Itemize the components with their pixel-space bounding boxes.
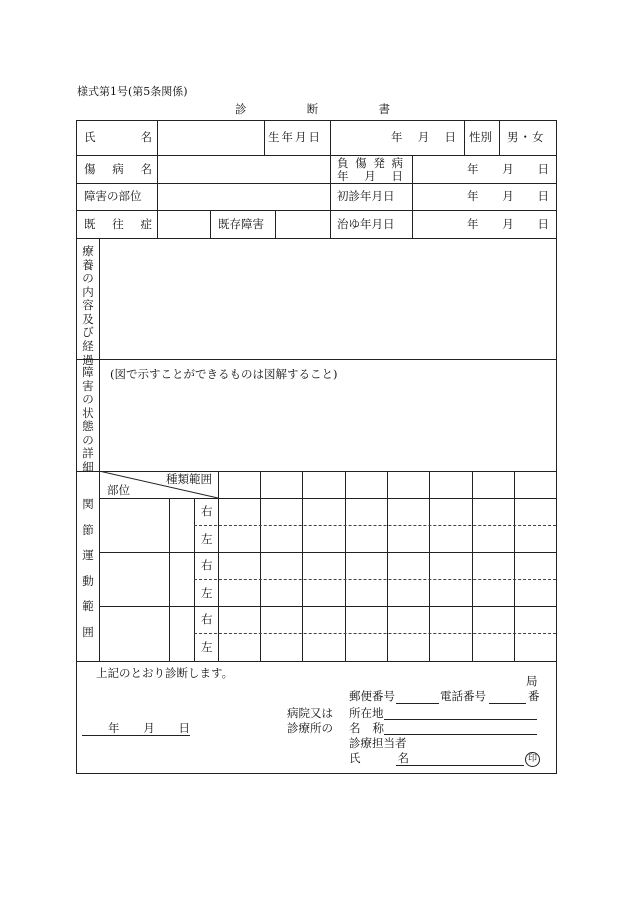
header-type-range: 種類範囲 [166, 472, 212, 486]
joint-row-1-left: 左 [201, 532, 213, 546]
address-label: 所在地 [349, 706, 384, 720]
onset-label-line1: 負 傷 発 病 [337, 156, 403, 170]
frame-left [76, 120, 77, 774]
footer-date-field[interactable] [82, 735, 190, 736]
existing-disability-label: 既存障害 [218, 217, 264, 231]
footer-statement: 上記のとおり診断します。 [96, 666, 234, 680]
footer-date-units: 年 月 日 [108, 721, 190, 735]
treatment-label: 療養の内容及び経過 [82, 244, 94, 367]
condition-note: (図で示すことができるものは図解すること) [110, 367, 338, 381]
frame-bottom [76, 773, 557, 774]
document-title [235, 104, 390, 116]
onset-date-units: 年 月 日 [467, 162, 549, 176]
footer-bureau: 局 [526, 674, 538, 688]
doctor-name-field[interactable] [396, 765, 524, 766]
hospital-label-1: 病院又は [287, 706, 333, 720]
phone-field[interactable] [489, 703, 526, 704]
seal-mark: 印 [525, 752, 540, 767]
doctor-name-label: 氏 名 [349, 751, 409, 765]
birth-date-label: 生年月日 [268, 130, 322, 144]
injury-site-label: 障害の部位 [84, 189, 142, 203]
first-visit-label: 初診年月日 [337, 189, 395, 203]
title-char-2: 断 [306, 102, 319, 116]
phone-label: 電話番号 [440, 689, 486, 703]
joint-row-3-right: 右 [201, 612, 213, 626]
cure-label: 治ゆ年月日 [337, 217, 395, 231]
joint-row-1-right: 右 [201, 504, 213, 518]
joint-row-3-left: 左 [201, 640, 213, 654]
joint-row-2-right: 右 [201, 558, 213, 572]
sex-options[interactable]: 男・女 [507, 130, 545, 144]
history-label: 既 往 症 [84, 217, 152, 231]
birth-date-units: 年 月 日 [391, 130, 456, 144]
phone-ban: 番 [528, 689, 540, 703]
first-visit-units: 年 月 日 [467, 189, 549, 203]
joint-row-2-left: 左 [201, 586, 213, 600]
doctor-label: 診療担当者 [349, 736, 407, 750]
postal-field[interactable] [396, 703, 439, 704]
facility-name-field[interactable] [384, 734, 537, 735]
treatment-field[interactable] [100, 239, 556, 359]
form-number: 様式第1号(第5条関係) [77, 85, 188, 98]
condition-label: 障害の状態の詳細 [82, 365, 94, 474]
onset-label-line2: 年 月 日 [337, 169, 403, 183]
frame-right [556, 120, 557, 774]
title-char-1: 診 [235, 102, 247, 116]
facility-name-label: 名 称 [349, 721, 384, 735]
hospital-label-2: 診療所の [287, 721, 333, 735]
frame-top [76, 120, 557, 121]
address-field[interactable] [384, 719, 537, 720]
name-label: 氏 名 [84, 130, 152, 144]
condition-field[interactable] [100, 385, 556, 471]
postal-label: 郵便番号 [349, 689, 395, 703]
sex-label: 性別 [469, 130, 492, 144]
joint-range-label: 関 節 運 動 範 囲 [82, 497, 94, 639]
title-char-3: 書 [378, 102, 390, 116]
cure-date-units: 年 月 日 [467, 217, 549, 231]
disease-label: 傷 病 名 [84, 162, 152, 176]
header-site: 部位 [107, 483, 130, 497]
